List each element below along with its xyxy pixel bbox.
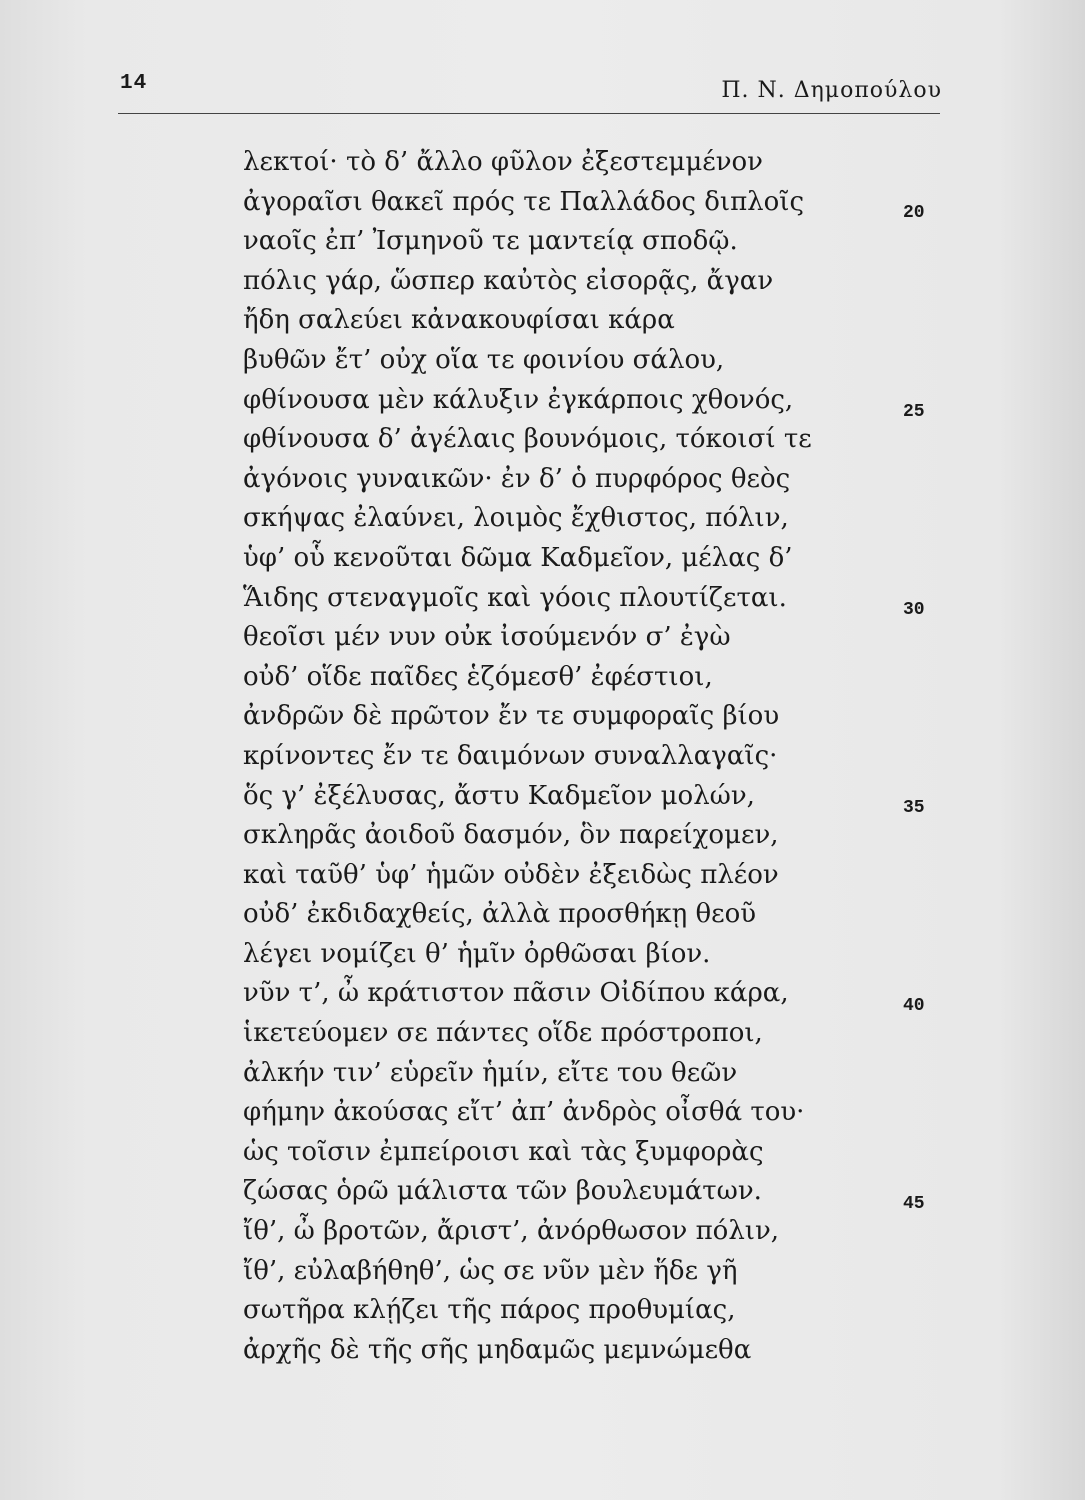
running-head: Π. Ν. Δημοπούλου [721, 78, 942, 103]
verse-line: οὐδ’ ἐκδιδαχθείς, ἀλλὰ προσθήκῃ θεοῦ [243, 899, 757, 930]
verse-line: νῦν τ’, ὦ κράτιστον πᾶσιν Οἰδίπου κάρα, [243, 978, 789, 1009]
verse-line: ἀρχῆς δὲ τῆς σῆς μηδαμῶς μεμνώμεθα [243, 1334, 752, 1365]
verse-line: κρίνοντες ἔν τε δαιμόνων συναλλαγαῖς· [243, 740, 778, 771]
verse-line: ἀγόνοις γυναικῶν· ἐν δ’ ὁ πυρφόρος θεὸς [243, 463, 791, 494]
verse-line: βυθῶν ἔτ’ οὐχ οἵα τε φοινίου σάλου, [243, 344, 725, 375]
verse-line: ἤδη σαλεύει κἀνακουφίσαι κάρα [243, 305, 675, 336]
verse-line: φήμην ἀκούσας εἴτ’ ἀπ’ ἀνδρὸς οἶσθά του· [243, 1097, 805, 1128]
line-number-45: 45 [903, 1194, 925, 1214]
verse-line: ζώσας ὁρῶ μάλιστα τῶν βουλευμάτων. [243, 1176, 762, 1207]
verse-line: ἀνδρῶν δὲ πρῶτον ἔν τε συμφοραῖς βίου [243, 701, 780, 732]
verse-line: ἴθ’, ὦ βροτῶν, ἄριστ’, ἀνόρθωσον πόλιν, [243, 1216, 780, 1247]
verse-line: ἀγοραῖσι θακεῖ πρός τε Παλλάδος διπλοῖς [243, 186, 805, 217]
line-number-30: 30 [903, 600, 925, 620]
verse-line: φθίνουσα δ’ ἀγέλαις βουνόμοις, τόκοισί τε [243, 424, 812, 455]
verse-line: ναοῖς ἐπ’ Ἰσμηνοῦ τε μαντείᾳ σποδῷ. [243, 226, 738, 257]
verse-line: ἴθ’, εὐλαβήθηθ’, ὡς σε νῦν μὲν ἥδε γῆ [243, 1255, 738, 1286]
verse-line: σωτῆρα κλῄζει τῆς πάρος προθυμίας, [243, 1295, 736, 1326]
verse-line: ὅς γ’ ἐξέλυσας, ἄστυ Καδμεῖον μολών, [243, 780, 755, 811]
line-number-35: 35 [903, 798, 925, 818]
verse-line: λεκτοί· τὸ δ’ ἄλλο φῦλον ἐξεστεμμένον [243, 147, 763, 177]
verse-line: λέγει νομίζει θ’ ἡμῖν ὀρθῶσαι βίον. [243, 938, 711, 969]
page-number: 14 [120, 72, 148, 95]
verse-line: σκληρᾶς ἀοιδοῦ δασμόν, ὃν παρείχομεν, [243, 820, 779, 851]
verse-line: ἀλκήν τιν’ εὑρεῖν ἡμίν, εἴτε του θεῶν [243, 1057, 738, 1088]
verse-line: θεοῖσι μέν νυν οὐκ ἰσούμενόν σ’ ἐγὼ [243, 622, 731, 653]
verse-line: πόλις γάρ, ὥσπερ καὐτὸς εἰσορᾷς, ἄγαν [243, 265, 774, 296]
verse-block [243, 143, 883, 1370]
line-number-20: 20 [903, 203, 925, 223]
verse-line: ὑφ’ οὗ κενοῦται δῶμα Καδμεῖον, μέλας δ’ [243, 542, 793, 573]
verse-line: ἱκετεύομεν σε πάντες οἵδε πρόστροποι, [243, 1018, 763, 1049]
header-rule [118, 113, 940, 114]
line-number-40: 40 [903, 996, 925, 1016]
verse-line: ὡς τοῖσιν ἐμπείροισι καὶ τὰς ξυμφορὰς [243, 1136, 764, 1167]
verse-line: σκήψας ἐλαύνει, λοιμὸς ἔχθιστος, πόλιν, [243, 503, 789, 534]
line-number-25: 25 [903, 402, 925, 422]
verse-line: οὐδ’ οἵδε παῖδες ἑζόμεσθ’ ἐφέστιοι, [243, 661, 713, 692]
verse-line: Ἅιδης στεναγμοῖς καὶ γόοις πλουτίζεται. [243, 582, 787, 613]
verse-line: φθίνουσα μὲν κάλυξιν ἐγκάρποις χθονός, [243, 384, 794, 415]
verse-line: καὶ ταῦθ’ ὑφ’ ἡμῶν οὐδὲν ἐξειδὼς πλέον [243, 859, 779, 890]
